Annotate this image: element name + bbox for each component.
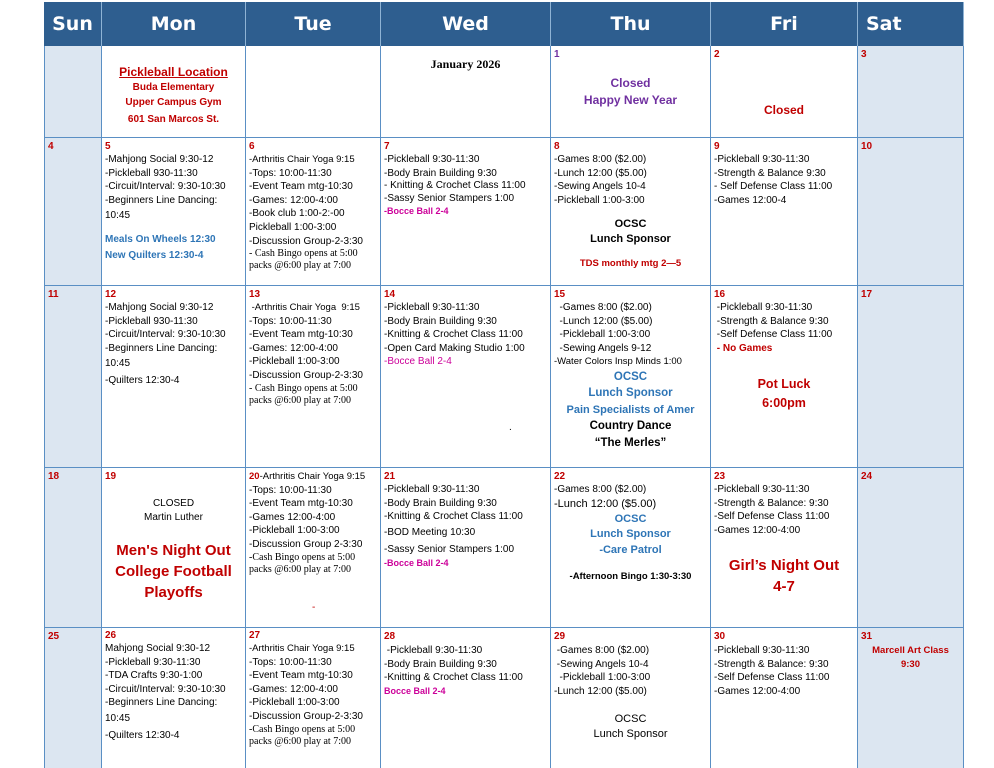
- event-line: 4-7: [773, 578, 795, 596]
- sponsor-line: Pain Specialists of Amer: [566, 403, 695, 416]
- event-line: -Tops: 10:00-11:30: [249, 315, 332, 327]
- event-line: -Body Brain Building 9:30: [384, 315, 497, 327]
- event-line: -Quilters 12:30-4: [105, 375, 180, 387]
- event-line: -Games: 12:00-4:00: [249, 194, 338, 206]
- event-line: -Circuit/Interval: 9:30-10:30: [105, 683, 226, 695]
- event-line: “The Merles”: [594, 436, 667, 449]
- event-line: -Games 12:00-4:00: [249, 511, 336, 523]
- event-line: -Self Defense Class 11:00: [714, 672, 830, 684]
- event-line: -Games 8:00 ($2.00): [554, 645, 650, 656]
- day-cell-17: [858, 286, 964, 468]
- event-line: -Sewing Angels 10-4: [554, 181, 646, 193]
- event-line: -Beginners Line Dancing:: [105, 342, 218, 354]
- event-line: -Knitting & Crochet Class 11:00: [384, 511, 523, 523]
- dash-mark: -: [312, 602, 316, 613]
- day-cell-31: [858, 628, 964, 768]
- event-line: College Football: [115, 563, 232, 581]
- event-line: -Discussion Group-2-3:30: [249, 235, 363, 247]
- pickleball-location-title: Pickleball Location: [119, 65, 228, 79]
- day-number: 16: [714, 289, 726, 300]
- event-line: 9:30: [900, 658, 920, 670]
- day-cell-10: [858, 138, 964, 286]
- event-line: [249, 470, 377, 484]
- day-number: 5: [105, 141, 111, 152]
- header-mon: Mon: [102, 2, 246, 46]
- event-line: Marcell Art Class: [872, 645, 949, 656]
- event-line: -Event Team mtg-10:30: [249, 498, 353, 510]
- event-line: -Beginners Line Dancing:: [105, 697, 218, 709]
- day-cell-9: [711, 138, 858, 286]
- event-line: -Bocce Ball 2-4: [384, 557, 449, 568]
- day-cell-24: [858, 468, 964, 628]
- day-number: 21: [384, 471, 396, 482]
- location-line: Upper Campus Gym: [125, 96, 222, 108]
- event-line: - Self Defense Class 11:00: [714, 181, 833, 193]
- event-line: -Lunch 12:00 ($5.00): [554, 167, 647, 179]
- day-cell-29: [551, 628, 711, 768]
- event-line: Bocce Ball 2-4: [384, 685, 446, 696]
- event-line: -Pickleball 9:30-11:30: [384, 302, 480, 313]
- event-line: -Arthritis Chair Yoga 9:15: [249, 154, 355, 165]
- potluck-label: Pot Luck: [757, 377, 811, 392]
- event-line: -Bocce Ball 2-4: [384, 356, 452, 368]
- event-line: TDS monthly mtg 2—5: [579, 258, 682, 270]
- day-cell-7: [381, 138, 551, 286]
- event-line: 10:45: [105, 712, 131, 724]
- day-number: 11: [48, 289, 59, 300]
- event-line: -Pickleball 1:00-3:00: [554, 329, 651, 341]
- holiday-label: Happy New Year: [583, 93, 678, 107]
- day-cell-22: [551, 468, 711, 628]
- sponsor-line: OCSC: [614, 218, 647, 231]
- closed-label: Closed: [763, 103, 804, 117]
- event-line: -Strength & Balance 9:30: [714, 167, 826, 179]
- sponsor-line: Lunch Sponsor: [590, 528, 671, 541]
- day-number: 17: [861, 289, 873, 300]
- sponsor-line: Lunch Sponsor: [590, 233, 671, 246]
- header-fri: Fri: [711, 2, 858, 46]
- event-line: -Pickleball 930-11:30: [105, 167, 198, 179]
- day-cell-26: [102, 628, 246, 768]
- event-line: -Self Defense Class 11:00: [714, 329, 833, 341]
- day-cell-8: [551, 138, 711, 286]
- event-line: Country Dance: [589, 420, 672, 433]
- sponsor-line: Lunch Sponsor: [593, 728, 668, 741]
- event-line: - Cash Bingo opens at 5:00: [249, 248, 358, 260]
- event-line: -Pickleball 1:00-3:00: [554, 194, 645, 206]
- event-line: -Strength & Balance 9:30: [714, 315, 829, 327]
- event-line: -Event Team mtg-10:30: [249, 329, 353, 341]
- event-line: -Body Brain Building 9:30: [384, 497, 497, 509]
- day-cell-empty-tue: [246, 46, 381, 138]
- day-cell-19: [102, 468, 246, 628]
- day-cell-2: [711, 46, 858, 138]
- day-cell-empty-wed: [381, 46, 551, 138]
- day-number: 1: [554, 49, 560, 60]
- day-cell-28: [381, 628, 551, 768]
- day-cell-20: [246, 468, 381, 628]
- day-number: 31: [861, 631, 873, 642]
- event-line: -Event Team mtg-10:30: [249, 181, 353, 193]
- event-line: -Pickleball 9:30-11:30: [714, 484, 810, 495]
- event-line: Men's Night Out: [116, 542, 231, 560]
- event-line: -Afternoon Bingo 1:30-3:30: [569, 571, 692, 583]
- event-line: - No Games: [714, 342, 773, 354]
- day-number: 26: [105, 630, 117, 641]
- day-number: 3: [861, 49, 867, 60]
- event-line: -Pickleball 9:30-11:30: [384, 645, 483, 656]
- day-number: 22: [554, 471, 566, 482]
- event-line: -Knitting & Crochet Class 11:00: [384, 329, 523, 341]
- day-cell-23: [711, 468, 858, 628]
- event-line: -Self Defense Class 11:00: [714, 511, 830, 523]
- day-cell-6: [246, 138, 381, 286]
- header-thu: Thu: [551, 2, 711, 46]
- closed-label: CLOSED: [152, 498, 195, 509]
- event-line: -Pickleball 1:00-3:00: [554, 672, 651, 684]
- day-number: 23: [714, 471, 726, 482]
- header-tue: Tue: [246, 2, 381, 46]
- calendar: [44, 2, 964, 768]
- event-line: -Sassy Senior Stampers 1:00: [384, 193, 515, 205]
- event-line: -Open Card Making Studio 1:00: [384, 342, 525, 354]
- event-line: 10:45: [105, 210, 131, 222]
- event-line: -Mahjong Social 9:30-12: [105, 302, 214, 313]
- event-line: -Discussion Group 2-3:30: [249, 538, 363, 550]
- event-line: -Body Brain Building 9:30: [384, 658, 497, 670]
- day-number: 4: [48, 141, 54, 152]
- event-line: -Lunch 12:00 ($5.00): [554, 685, 647, 697]
- day-cell-empty: [44, 46, 102, 138]
- day-number: 19: [105, 471, 117, 482]
- day-number: 10: [861, 141, 873, 152]
- event-line: -Pickleball 9:30-11:30: [105, 656, 201, 668]
- sponsor-line: -Care Patrol: [599, 543, 662, 556]
- event-line: New Quilters 12:30-4: [105, 250, 204, 262]
- event-line: Meals On Wheels 12:30: [105, 234, 216, 246]
- day-number: 2: [714, 49, 720, 60]
- event-line: -Body Brain Building 9:30: [384, 167, 497, 179]
- event-line: -BOD Meeting 10:30: [384, 526, 476, 538]
- holiday-label: Martin Luther: [144, 511, 203, 523]
- day-cell-18: [44, 468, 102, 628]
- event-line: -Pickleball 930-11:30: [105, 315, 198, 327]
- event-line: packs @6:00 play at 7:00: [249, 735, 351, 747]
- event-line: Playoffs: [144, 584, 203, 602]
- event-line: Pickleball 1:00-3:00: [249, 221, 337, 233]
- location-line: 601 San Marcos St.: [127, 113, 220, 125]
- dot-mark: .: [509, 422, 512, 433]
- day-number: 14: [384, 289, 396, 300]
- event-line: -Games 12:00-4: [714, 194, 787, 206]
- day-cell-21: [381, 468, 551, 628]
- day-cell-1: [551, 46, 711, 138]
- event-text: -Arthritis Chair Yoga 9:15: [259, 471, 366, 482]
- day-number: 7: [384, 141, 390, 152]
- event-line: -Pickleball 9:30-11:30: [714, 645, 810, 656]
- day-number: 13: [249, 289, 261, 300]
- sponsor-line: OCSC: [614, 713, 647, 726]
- closed-label: Closed: [610, 76, 651, 90]
- event-line: -Lunch 12:00 ($5.00): [554, 315, 653, 327]
- event-line: packs @6:00 play at 7:00: [249, 260, 351, 272]
- event-line: -Cash Bingo opens at 5:00: [249, 723, 356, 735]
- event-line: -Bocce Ball 2-4: [384, 206, 449, 217]
- day-cell-30: [711, 628, 858, 768]
- event-line: -Pickleball 1:00-3:00: [249, 525, 340, 537]
- event-line: -Pickleball 9:30-11:30: [714, 302, 813, 313]
- sponsor-line: Lunch Sponsor: [588, 387, 673, 400]
- event-line: -TDA Crafts 9:30-1:00: [105, 670, 203, 682]
- day-number: 15: [554, 289, 566, 300]
- event-line: -Knitting & Crochet Class 11:00: [384, 672, 523, 684]
- event-line: -Games: 12:00-4:00: [249, 342, 338, 354]
- event-line: -Strength & Balance: 9:30: [714, 658, 829, 670]
- event-line: -Games 8:00 ($2.00): [554, 484, 647, 495]
- day-number: 28: [384, 631, 396, 642]
- day-number: 12: [105, 289, 117, 300]
- event-line: -Tops: 10:00-11:30: [249, 484, 332, 496]
- sponsor-line: OCSC: [613, 370, 648, 383]
- event-line: -Arthritis Chair Yoga 9:15: [249, 643, 355, 654]
- event-line: -Circuit/Interval: 9:30-10:30: [105, 181, 226, 193]
- location-line: Buda Elementary: [132, 82, 215, 93]
- event-line: -Water Colors Insp Minds 1:00: [554, 356, 682, 368]
- event-line: -Lunch 12:00 ($5.00): [554, 497, 657, 510]
- event-line: -Pickleball 9:30-11:30: [384, 154, 480, 165]
- event-line: -Strength & Balance: 9:30: [714, 497, 829, 509]
- event-line: 10:45: [105, 358, 131, 370]
- event-line: -Pickleball 9:30-11:30: [714, 154, 810, 165]
- event-line: -Tops: 10:00-11:30: [249, 167, 332, 179]
- day-cell-14: [381, 286, 551, 468]
- day-cell-12: [102, 286, 246, 468]
- day-cell-11: [44, 286, 102, 468]
- sponsor-line: OCSC: [614, 512, 647, 525]
- day-number: 9: [714, 141, 720, 152]
- event-line: -Sewing Angels 10-4: [554, 658, 649, 670]
- event-line: -Games: 12:00-4:00: [249, 683, 338, 695]
- event-line: - Knitting & Crochet Class 11:00: [384, 180, 526, 192]
- event-line: -Pickleball 9:30-11:30: [384, 484, 480, 495]
- day-cell-13: [246, 286, 381, 468]
- event-line: -Games 12:00-4:00: [714, 685, 801, 697]
- header-sat: Sat: [858, 2, 964, 46]
- event-line: -Games 8:00 ($2.00): [554, 302, 652, 313]
- day-number: 6: [249, 141, 255, 152]
- event-line: -Pickleball 1:00-3:00: [249, 356, 340, 368]
- header-sun: Sun: [44, 2, 102, 46]
- day-cell-16: [711, 286, 858, 468]
- event-line: -Games 12:00-4:00: [714, 524, 801, 536]
- day-cell-5: [102, 138, 246, 286]
- event-line: -Tops: 10:00-11:30: [249, 656, 332, 668]
- event-line: -Games 8:00 ($2.00): [554, 154, 647, 165]
- event-line: Girl’s Night Out: [728, 557, 840, 575]
- event-line: -Book club 1:00-2:-00: [249, 208, 345, 220]
- event-line: -Discussion Group-2-3:30: [249, 369, 363, 381]
- day-number: 18: [48, 471, 60, 482]
- potluck-time: 6:00pm: [762, 396, 806, 411]
- day-number: 30: [714, 631, 726, 642]
- event-line: -Pickleball 1:00-3:00: [249, 697, 340, 709]
- event-line: packs @6:00 play at 7:00: [249, 394, 351, 406]
- event-line: Mahjong Social 9:30-12: [105, 643, 211, 654]
- day-number: 27: [249, 630, 261, 641]
- day-number: 24: [861, 471, 873, 482]
- day-cell-3: [858, 46, 964, 138]
- month-title: January 2026: [430, 57, 501, 71]
- event-line: -Mahjong Social 9:30-12: [105, 154, 214, 165]
- event-line: - Cash Bingo opens at 5:00: [249, 382, 358, 394]
- event-line: -Arthritis Chair Yoga 9:15: [249, 302, 360, 313]
- event-line: -Cash Bingo opens at 5:00: [249, 551, 356, 563]
- day-number: 20: [249, 471, 260, 482]
- event-line: -Beginners Line Dancing:: [105, 194, 218, 206]
- day-cell-25: [44, 628, 102, 768]
- event-line: -Event Team mtg-10:30: [249, 670, 353, 682]
- event-line: -Sassy Senior Stampers 1:00: [384, 543, 515, 555]
- day-cell-15: [551, 286, 711, 468]
- day-number: 25: [48, 631, 60, 642]
- day-cell-4: [44, 138, 102, 286]
- event-line: -Circuit/Interval: 9:30-10:30: [105, 329, 226, 341]
- day-number: 8: [554, 141, 560, 152]
- event-line: -Sewing Angels 9-12: [554, 342, 652, 354]
- header-wed: Wed: [381, 2, 551, 46]
- day-cell-empty-mon: [102, 46, 246, 138]
- event-line: -Discussion Group-2-3:30: [249, 710, 363, 722]
- event-line: packs @6:00 play at 7:00: [249, 563, 351, 575]
- day-cell-27: [246, 628, 381, 768]
- event-line: -Quilters 12:30-4: [105, 729, 180, 741]
- day-number: 29: [554, 631, 566, 642]
